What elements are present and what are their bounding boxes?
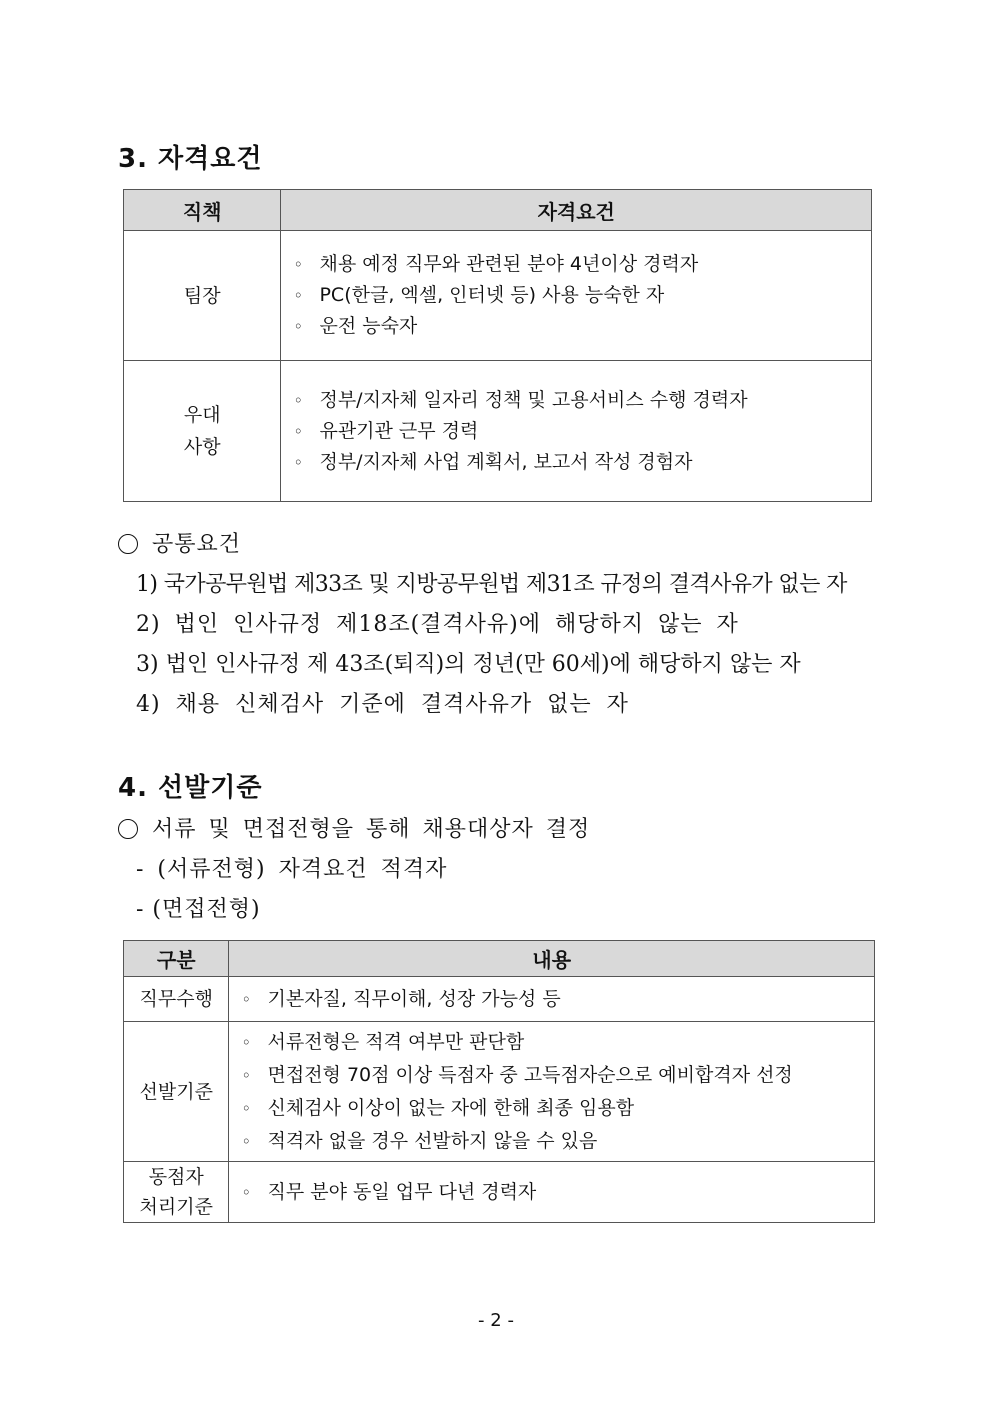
common-item-2: 2) 법인 인사규정 제18조(결격사유)에 해당하지 않는 자 [136,612,739,637]
bullet-icon: ◦ [293,390,303,410]
table-row [124,1162,875,1223]
table-row [124,361,872,502]
header-category: 구분 [124,941,229,977]
common-item-1: 1) 국가공무원법 제33조 및 지방공무원법 제31조 규정의 결격사유가 없는 자 [136,572,847,597]
common-item-3: 3) 법인 인사규정 제 43조(퇴직)의 정년(만 60세)에 해당하지 않는 자 [136,652,801,677]
table-header-row [124,190,872,231]
list-item: ◦ 직무 분야 동일 업무 다년 경력자 [241,1177,874,1208]
table-row [124,231,872,361]
list-item: ◦ 유관기관 근무 경력 [293,416,871,447]
row-label-tie-break: 동점자 처리기준 [124,1162,229,1223]
bullet-icon: ◦ [293,286,303,305]
bullet-icon: ◦ [293,452,303,472]
header-position: 직책 [124,190,281,231]
list-item: ◦ 정부/지자체 사업 계획서, 보고서 작성 경험자 [293,447,871,478]
row-label-preferred: 우대 사항 [124,361,281,502]
bullet-icon: ◦ [241,1182,251,1202]
list-item: ◦ 서류전형은 적격 여부만 판단함 [241,1026,874,1059]
list-item: ◦ 적격자 없을 경우 선발하지 않을 수 있음 [241,1125,874,1158]
bullet-icon: ◦ [293,317,303,336]
list-item: ◦ 기본자질, 직무이해, 성장 가능성 등 [241,984,874,1015]
table-row [124,977,875,1022]
bullet-icon: ◦ [293,421,303,441]
common-requirements-title: 공통요건 [118,527,241,558]
bullet-icon: ◦ [293,255,303,274]
circle-bullet-icon [118,819,138,839]
selection-sub-item-2: - (면접전형) [136,897,261,922]
row-content [281,231,872,361]
bullet-icon: ◦ [241,1032,251,1052]
bullet-icon: ◦ [241,989,251,1009]
row-content [229,977,875,1022]
qualification-table [123,189,872,502]
bullet-icon: ◦ [241,1131,251,1151]
page-number: - 2 - [478,1310,514,1331]
section-4-title: 4. 선발기준 [118,773,263,803]
row-label-selection-criteria: 선발기준 [124,1022,229,1162]
table-header-row [124,941,875,977]
row-content [281,361,872,502]
table-row [124,1022,875,1162]
common-item-4: 4) 채용 신체검사 기준에 결격사유가 없는 자 [136,692,629,717]
selection-intro: 서류 및 면접전형을 통해 채용대상자 결정 [118,812,590,843]
section-3-title: 3. 자격요건 [118,144,263,174]
list-item: ◦ 정부/지자체 일자리 정책 및 고용서비스 수행 경력자 [293,385,871,416]
bullet-icon: ◦ [241,1065,251,1085]
header-content: 내용 [229,941,875,977]
list-item: ◦ 채용 예정 직무와 관련된 분야 4년이상 경력자 [293,249,871,280]
bullet-icon: ◦ [241,1098,251,1118]
row-label-team-leader: 팀장 [124,231,281,361]
list-item: ◦ 면접전형 70점 이상 득점자 중 고득점자순으로 예비합격자 선정 [241,1059,874,1092]
list-item: ◦ 운전 능숙자 [293,311,871,342]
row-label-job-performance: 직무수행 [124,977,229,1022]
list-item: ◦ PC(한글, 엑셀, 인터넷 등) 사용 능숙한 자 [293,280,871,311]
row-content [229,1022,875,1162]
row-content [229,1162,875,1223]
selection-criteria-table [123,940,875,1223]
list-item: ◦ 신체검사 이상이 없는 자에 한해 최종 임용함 [241,1092,874,1125]
selection-sub-item-1: - (서류전형) 자격요건 적격자 [136,857,448,882]
circle-bullet-icon [118,534,138,554]
header-qualification: 자격요건 [281,190,872,231]
